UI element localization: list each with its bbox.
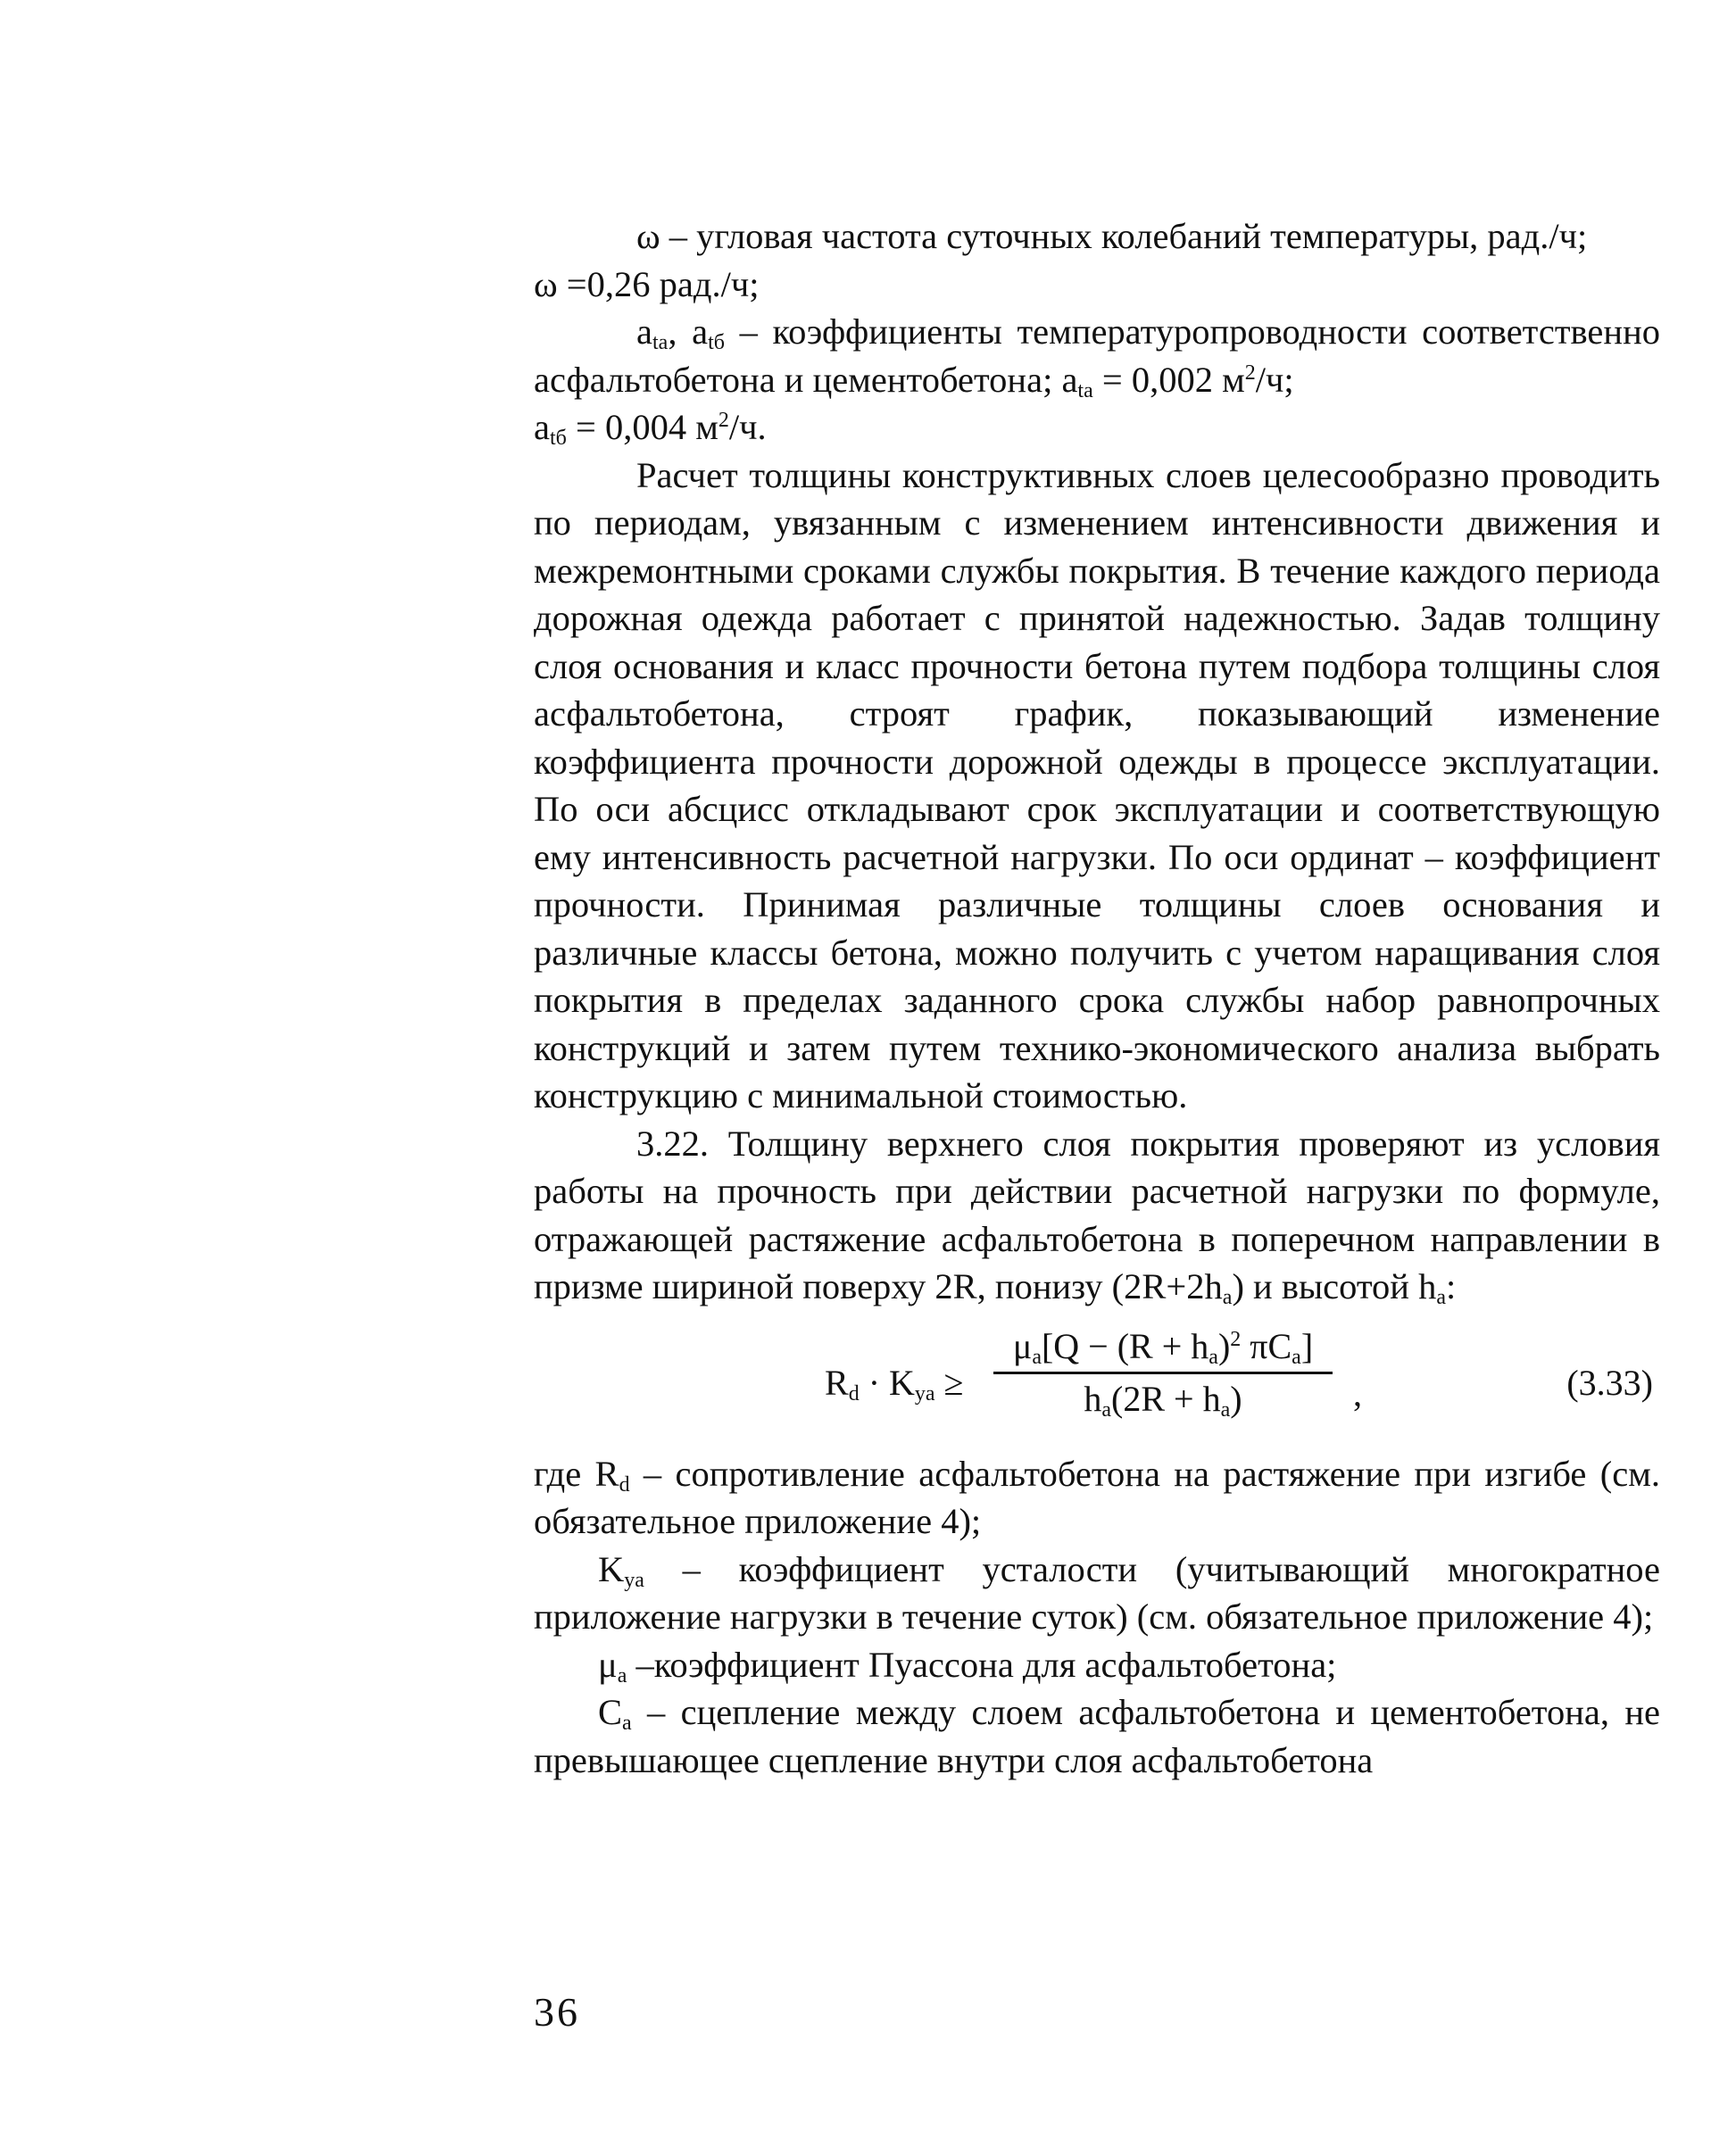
paragraph-ca: [534, 1688, 1660, 1784]
omega-definition: ω – угловая частота суточных колебаний температуры, рад./ч;: [636, 216, 1588, 256]
formula-text: πC: [1241, 1325, 1292, 1366]
text-run: C: [598, 1692, 623, 1732]
paragraph-where-rd: [534, 1450, 1660, 1546]
paragraph-omega-value: [534, 261, 1660, 309]
text-run: :: [1446, 1266, 1457, 1306]
text-run: = 0,002 м: [1092, 359, 1245, 400]
subscript: a: [1292, 1345, 1301, 1369]
subscript: a: [1220, 1397, 1231, 1422]
subscript: a: [1032, 1345, 1042, 1369]
paragraph-omega: [534, 212, 1660, 261]
superscript: 2: [718, 409, 729, 432]
formula-text: (2R + h: [1111, 1378, 1221, 1419]
formula-fraction: [993, 1325, 1333, 1421]
text-run: μ: [598, 1644, 618, 1685]
text-run: – сцепление между слоем асфальтобетона и цементобетона, не превышающее сцепление внутри слоя асфальтобетона: [534, 1692, 1660, 1780]
formula-text: ]: [1300, 1325, 1314, 1366]
subscript: ta: [1077, 378, 1093, 402]
omega-value: ω =0,26 рад./ч;: [534, 263, 760, 304]
formula-text: · K: [859, 1362, 915, 1403]
text-run: где R: [534, 1453, 619, 1494]
paragraph-diffusivity: [534, 308, 1660, 403]
text-run: K: [598, 1548, 625, 1589]
subscript: a: [1436, 1286, 1446, 1309]
paragraph-diffusivity-value: [534, 403, 1660, 452]
subscript: d: [848, 1381, 860, 1406]
formula-left-side: [825, 1359, 964, 1407]
formula-number: (3.33): [1566, 1362, 1653, 1403]
text-run: – сопротивление асфальтобетона на растяжение при изгибе (см. обязательное приложение 4);: [534, 1453, 1660, 1541]
paragraph-3-22: [534, 1120, 1660, 1311]
text-run: , a: [668, 311, 709, 352]
formula-text: ): [1230, 1378, 1242, 1419]
text-column: [534, 212, 1660, 1784]
formula-text: μ: [1012, 1325, 1033, 1366]
text-run: – коэффициенты температуропроводности соответственно асфальтобетона и цементобетона; a: [534, 311, 1660, 400]
subscript: tб: [549, 427, 567, 450]
text-run: a: [636, 311, 652, 352]
formula-3-33: [534, 1325, 1660, 1441]
subscript: a: [622, 1712, 632, 1735]
paragraph-calculation: [534, 452, 1660, 1120]
subscript: уa: [914, 1381, 935, 1406]
text-run: a: [534, 407, 550, 447]
subscript: a: [617, 1663, 627, 1687]
formula-comma: ,: [1353, 1372, 1362, 1414]
formula-text: R: [825, 1362, 849, 1403]
subscript: d: [619, 1472, 630, 1497]
subscript: a: [1101, 1397, 1112, 1422]
formula-numerator: [993, 1325, 1333, 1374]
page-number: 36: [534, 1989, 580, 2035]
subscript: ta: [652, 331, 669, 354]
subscript: a: [1208, 1345, 1218, 1369]
formula-text: ): [1217, 1325, 1231, 1366]
formula-text: h: [1084, 1378, 1102, 1419]
paragraph-mu: [534, 1641, 1660, 1689]
superscript: 2: [1230, 1327, 1242, 1351]
superscript: 2: [1244, 361, 1256, 385]
text-run: ) и высотой h: [1232, 1266, 1437, 1306]
text-run: – коэффициент усталости (учитывающий многократное приложение нагрузки в течение суток) (см. обязательное приложение 4);: [534, 1548, 1660, 1637]
text-run: 3.22. Толщину верхнего слоя покрытия проверяют из условия работы на прочность при действии расчетной нагрузки по формуле, отражающей растяжение асфальтобетона в поперечном направлении в призме шириной поверху 2R, понизу (2R+2h: [534, 1123, 1660, 1306]
text-run: /ч;: [1255, 359, 1294, 400]
text-run: –коэффициент Пуассона для асфальтобетона;: [627, 1644, 1337, 1685]
formula-text: ≥: [934, 1362, 964, 1403]
text-run: = 0,004 м: [566, 407, 718, 447]
formula-text: [Q − (R + h: [1041, 1325, 1209, 1366]
subscript: уa: [624, 1568, 644, 1592]
text-run: /ч.: [728, 407, 767, 447]
subscript: tб: [708, 331, 725, 354]
body-text: Расчет толщины конструктивных слоев целесообразно проводить по периодам, увязанным с изменением интенсивности движения и межремонтными сроками службы покрытия. В течение каждого периода дорожная одежда работает с принятой надежностью. Задав толщину слоя основания и класс прочности бетона путем подбора толщины слоя асфальтобетона, строят график, показывающий изменение коэффициента прочности дорожной одежды в процессе эксплуатации. По оси абсцисс откладывают срок эксплуатации и соответствующую ему интенсивность расчетной нагрузки. По оси ординат – коэффициент прочности. Принимая различные толщины слоев основания и различные классы бетона, можно получить с учетом наращивания слоя покрытия в пределах заданного срока службы набор равнопрочных конструкций и затем путем технико-экономического анализа выбрать конструкцию с минимальной стоимостью.: [534, 454, 1660, 1115]
paragraph-kya: [534, 1546, 1660, 1641]
formula-denominator: [993, 1374, 1333, 1421]
subscript: a: [1222, 1286, 1233, 1309]
